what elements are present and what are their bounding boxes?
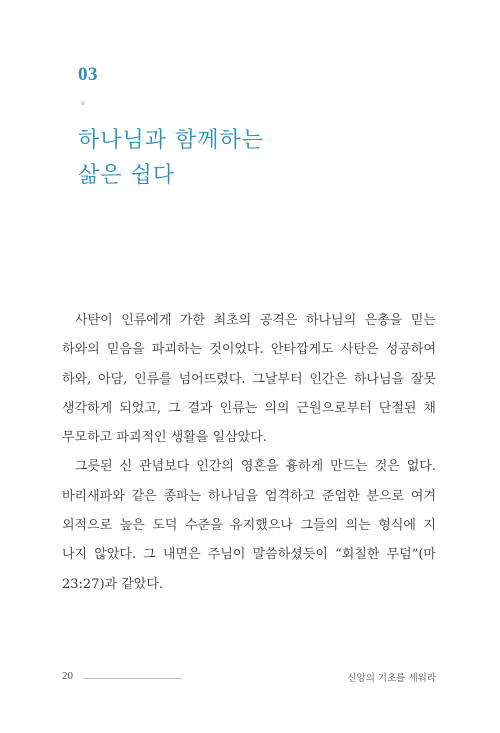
body-line: 생각하게 되었고, 그 결과 인류는 의의 근원으로부터 단절된 채 (62, 400, 436, 416)
body-line: 하와의 믿음을 파괴하는 것이었다. 안타깝게도 사탄은 성공하여 (62, 342, 436, 358)
running-book-title: 신앙의 기초를 세워라 (347, 673, 436, 684)
chapter-number: 03 (78, 64, 98, 85)
body-line: 하와, 아담, 인류를 넘어뜨렸다. 그날부터 인간은 하나님을 잘못 (62, 371, 436, 387)
page-footer (62, 670, 436, 686)
chapter-separator-dot (81, 101, 85, 105)
body-line: 23:27)과 같았다. (62, 576, 164, 592)
chapter-title-line: 하나님과 함께하는 (78, 128, 265, 153)
body-line: 바리새파와 같은 종파는 하나님을 엄격하고 준엄한 분으로 여겨 (62, 488, 436, 504)
footer-rule (84, 678, 182, 679)
body-line: 나지 않았다. 그 내면은 주님이 말씀하셨듯이 “회칠한 무덤”(마 (62, 547, 436, 563)
body-line: 무모하고 파괴적인 생활을 일삼았다. (62, 430, 267, 446)
body-line: 그릇된 신 관념보다 인간의 영혼을 흉하게 만드는 것은 없다. (75, 459, 436, 475)
body-line: 사탄이 인류에게 가한 최초의 공격은 하나님의 은총을 믿는 (75, 313, 436, 328)
chapter-title (78, 123, 264, 193)
page-number: 20 (62, 670, 73, 682)
body-text (62, 310, 436, 603)
chapter-title-line: 삶은 쉽다 (78, 163, 176, 188)
body-line: 외적으로 높은 도덕 수준을 유지했으나 그들의 의는 형식에 지 (62, 518, 436, 534)
